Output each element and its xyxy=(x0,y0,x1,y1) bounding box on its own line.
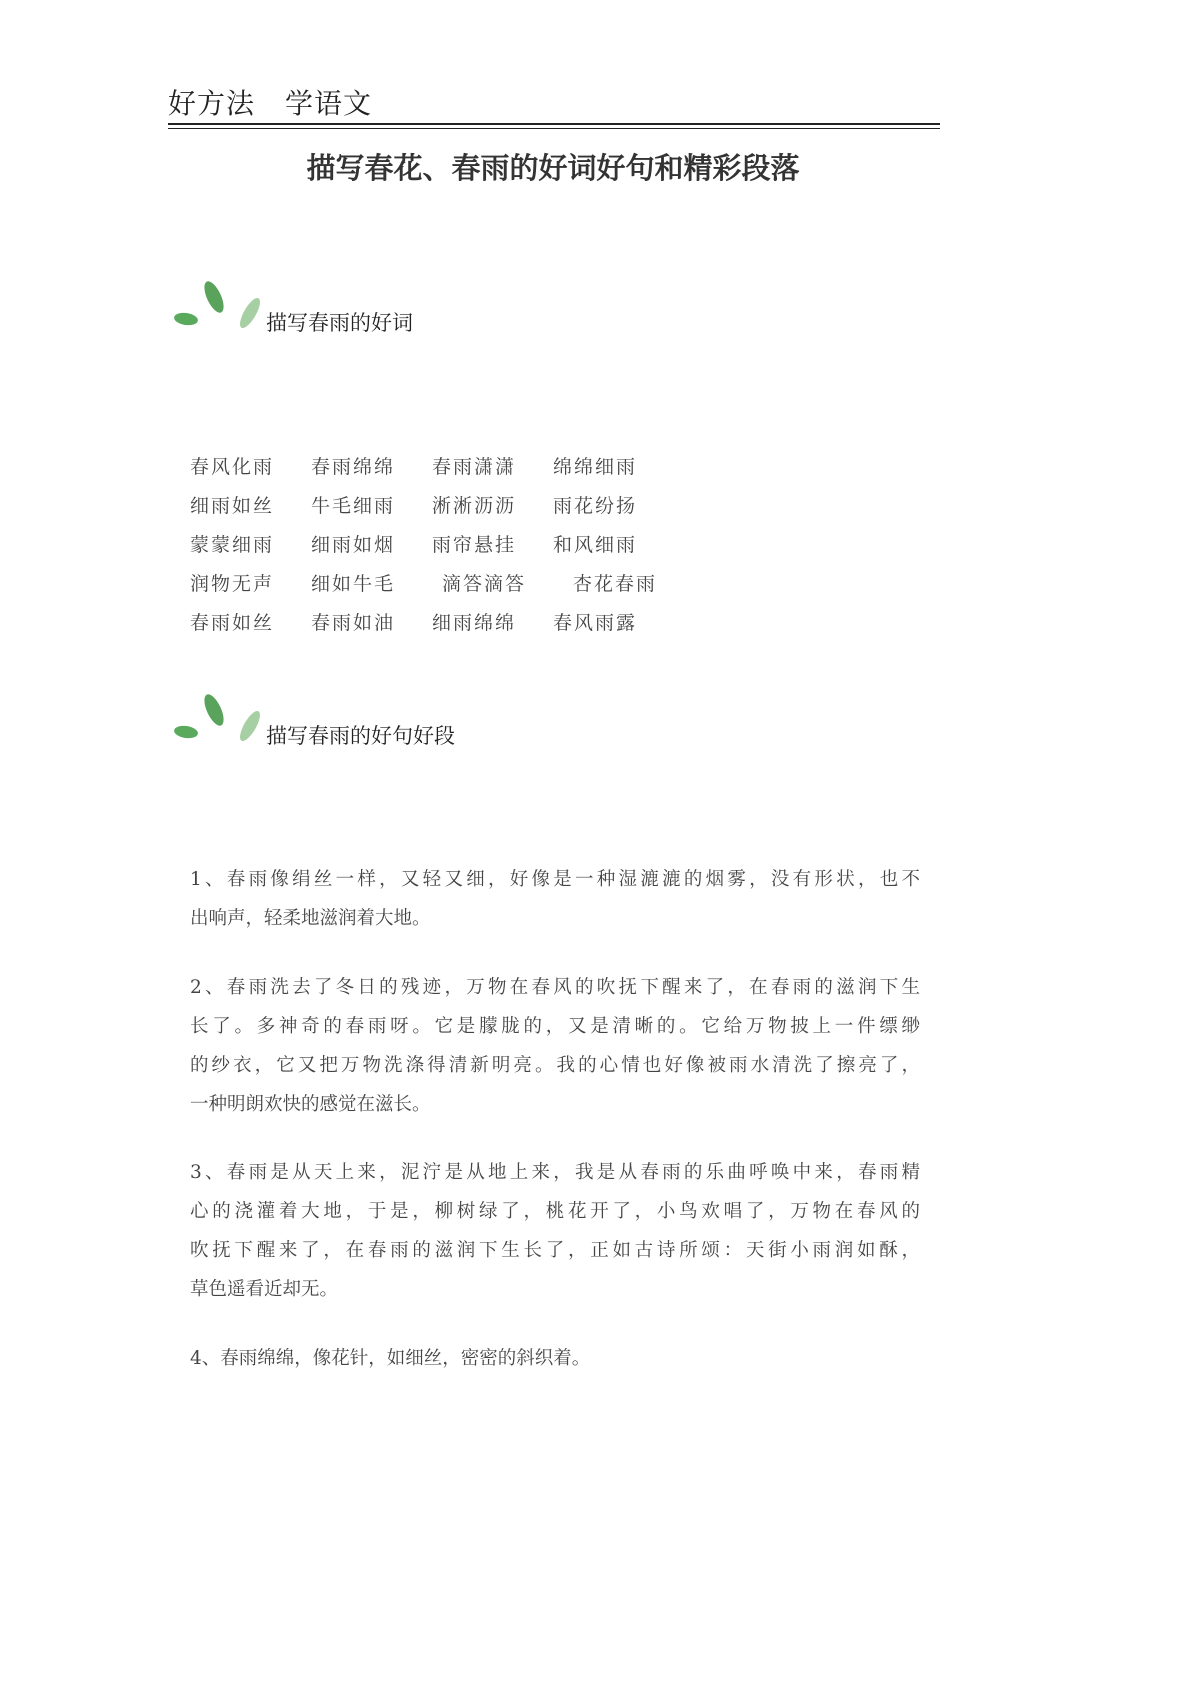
word-item: 牛毛细雨 xyxy=(311,495,396,517)
page-title: 描写春花、春雨的好词好句和精彩段落 xyxy=(306,151,800,185)
word-item: 春风雨露 xyxy=(553,612,638,634)
paragraph-line: 4、春雨绵绵，像花针，如细丝，密密的斜织着。 xyxy=(190,1348,591,1369)
word-item: 细雨绵绵 xyxy=(432,612,517,634)
page-header xyxy=(168,82,372,122)
word-row xyxy=(190,491,694,530)
word-item: 细如牛毛 xyxy=(311,573,396,595)
word-item: 雨花纷扬 xyxy=(553,495,638,517)
leaves-icon xyxy=(170,688,266,748)
word-item: 和风细雨 xyxy=(553,534,638,556)
section-label: 描写春雨的好句好段 xyxy=(266,724,455,748)
paragraph xyxy=(190,1339,920,1378)
paragraph-line: 吹抚下醒来了，在春雨的滋润下生长了，正如古诗所颂：天街小雨润如酥， xyxy=(190,1240,920,1261)
section-label: 描写春雨的好词 xyxy=(266,311,413,335)
paragraph xyxy=(190,1153,920,1309)
paragraph-line: 3、春雨是从天上来，泥泞是从地上来，我是从春雨的乐曲呼唤中来，春雨精 xyxy=(190,1162,920,1183)
word-item: 绵绵细雨 xyxy=(553,456,638,478)
word-row xyxy=(190,452,694,491)
leaves-icon xyxy=(170,275,266,335)
paragraph-line: 出响声，轻柔地滋润着大地。 xyxy=(190,908,431,929)
word-item: 蒙蒙细雨 xyxy=(190,534,275,556)
word-row xyxy=(190,530,694,569)
word-item: 春风化雨 xyxy=(190,456,275,478)
word-item: 春雨如丝 xyxy=(190,612,275,634)
word-item: 滴答滴答 xyxy=(442,573,527,595)
paragraph-line: 的纱衣，它又把万物洗涤得清新明亮。我的心情也好像被雨水清洗了擦亮了， xyxy=(190,1055,920,1076)
paragraph-line: 草色遥看近却无。 xyxy=(190,1279,339,1300)
word-item: 细雨如烟 xyxy=(311,534,396,556)
word-item: 春雨绵绵 xyxy=(311,456,396,478)
paragraph xyxy=(190,968,920,1124)
header-right: 学语文 xyxy=(285,87,373,120)
paragraph-line: 心的浇灌着大地，于是，柳树绿了，桃花开了，小鸟欢唱了，万物在春风的 xyxy=(190,1201,920,1222)
word-grid xyxy=(190,452,694,647)
header-rule-thin xyxy=(168,128,940,129)
word-item: 春雨如油 xyxy=(311,612,396,634)
word-item: 杏花春雨 xyxy=(573,573,658,595)
paragraph xyxy=(190,860,920,938)
header-rule xyxy=(168,123,940,125)
word-row xyxy=(190,569,694,608)
word-row xyxy=(190,608,694,647)
paragraph-line: 2、春雨洗去了冬日的残迹，万物在春风的吹抚下醒来了，在春雨的滋润下生 xyxy=(190,977,920,998)
paragraph-line: 长了。多神奇的春雨呀。它是朦胧的，又是清晰的。它给万物披上一件缥缈 xyxy=(190,1016,920,1037)
word-item: 细雨如丝 xyxy=(190,495,275,517)
paragraph-line: 1、春雨像绢丝一样，又轻又细，好像是一种湿漉漉的烟雾，没有形状，也不 xyxy=(190,869,920,890)
word-item: 雨帘悬挂 xyxy=(432,534,517,556)
paragraph-line: 一种明朗欢快的感觉在滋长。 xyxy=(190,1094,431,1115)
header-left: 好方法 xyxy=(168,87,256,120)
word-item: 润物无声 xyxy=(190,573,275,595)
word-item: 淅淅沥沥 xyxy=(432,495,517,517)
word-item: 春雨潇潇 xyxy=(432,456,517,478)
